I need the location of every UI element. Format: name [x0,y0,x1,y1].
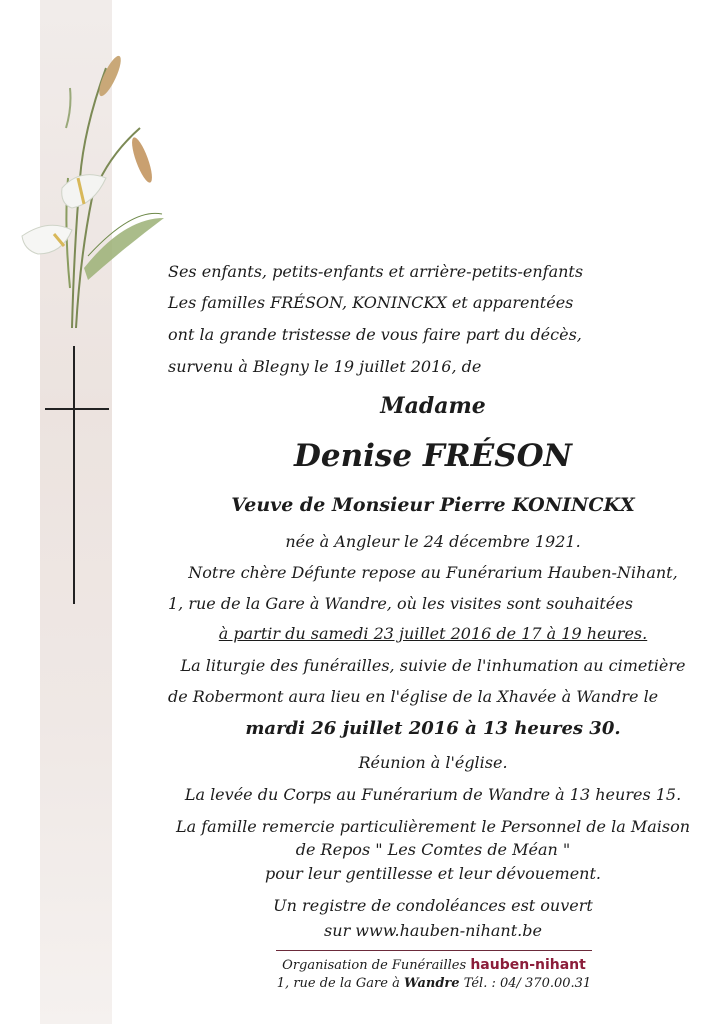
birth-line: née à Angleur le 24 décembre 1921. [285,532,581,551]
cross-vertical [73,346,75,604]
calla-lily-wheat-illustration [14,28,174,348]
title-madame: Madame [380,393,486,419]
footer-org-line [276,957,592,973]
thanks-line-1: La famille remercie particulièrement le Personnel de la Maison [175,817,691,836]
visits-line-3: à partir du samedi 23 juillet 2016 de 17 à 19 heures. [218,624,648,643]
footer-divider [276,950,592,951]
cross-horizontal [45,408,109,410]
footer-address-line [276,976,592,991]
funeral-line-2: de Robermont aura lieu en l'église de la Xhavée à Wandre le [168,687,659,706]
intro-line-1: Ses enfants, petits-enfants et arrière-petits-enfants [168,262,584,281]
visits-line-1: Notre chère Défunte repose au Funérarium Hauben-Nihant, [188,563,678,582]
brand-logo: hauben-nihant [470,957,586,973]
registry-line-2: sur www.hauben-nihant.be [324,921,542,940]
footer-address-town: Wandre [403,976,460,991]
intro-line-2: Les familles FRÉSON, KONINCKX et apparentées [168,293,574,312]
intro-line-3: ont la grande tristesse de vous faire part du décès, [168,325,582,344]
funeral-datetime: mardi 26 juillet 2016 à 13 heures 30. [245,718,621,739]
thanks-line-2: de Repos " Les Comtes de Méan " [295,840,571,859]
deceased-name: Denise FRÉSON [293,438,573,474]
levee-line: La levée du Corps au Funérarium de Wandre à 13 heures 15. [184,785,682,804]
spouse-line: Veuve de Monsieur Pierre KONINCKX [231,494,635,516]
footer-phone: Tél. : 04/ 370.00.31 [463,976,592,991]
intro-line-4: survenu à Blegny le 19 juillet 2016, de [168,357,482,376]
visits-line-2: 1, rue de la Gare à Wandre, où les visites sont souhaitées [168,594,633,613]
registry-line-1: Un registre de condoléances est ouvert [273,896,593,915]
funeral-line-1: La liturgie des funérailles, suivie de l'inhumation au cimetière [180,656,686,675]
footer-address-prefix: 1, rue de la Gare à [276,976,400,991]
meeting-line: Réunion à l'église. [358,753,508,772]
footer-org-prefix: Organisation de Funérailles [282,958,467,973]
thanks-line-3: pour leur gentillesse et leur dévouement. [264,864,601,883]
